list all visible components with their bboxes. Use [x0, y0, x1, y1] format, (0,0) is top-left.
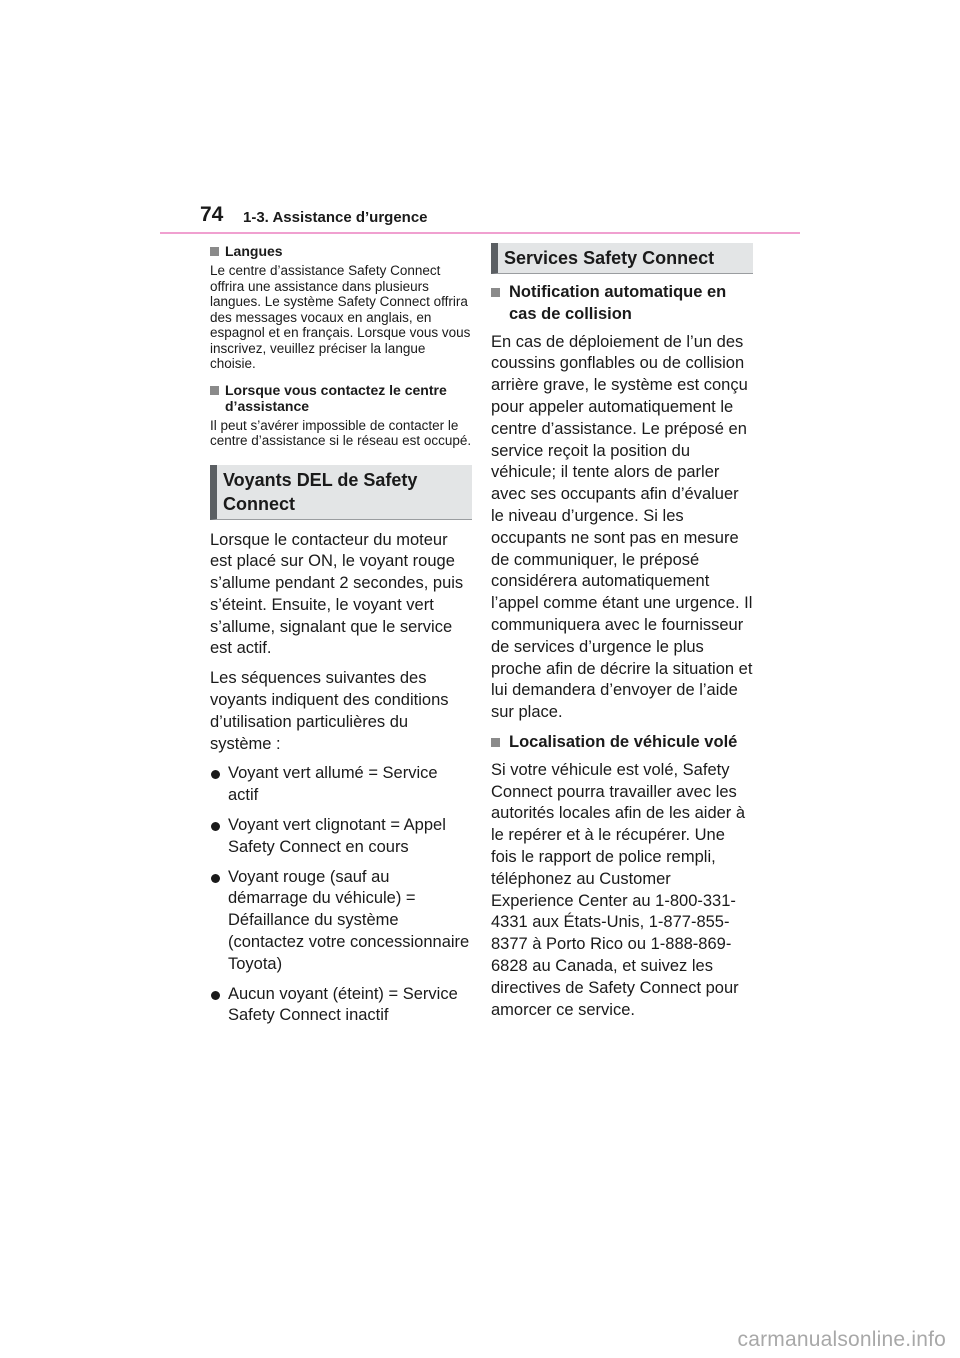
vol-heading: Localisation de véhicule volé: [491, 732, 753, 754]
langues-text: Le centre d’assistance Safety Connect offrira une assistance dans plusieurs langues. Le système Safety Connect offrira des messages vocaux en anglais, en espagnol et en français. Lorsque vous vous inscrivez, veuillez préciser la langue choisie.: [210, 263, 471, 371]
list-item: Aucun voyant (éteint) = Service Safety Connect inactif: [210, 984, 472, 1028]
bullet-dot-icon: [211, 874, 220, 883]
bullet-dot-icon: [211, 991, 220, 1000]
vol-text: Si votre véhicule est volé, Safety Connect pourra travailler avec les autorités locales afin de les aider à le repérer et à le récupérer. Une fois le rapport de police rempli, téléphonez au Customer Experience Center au 1-800-331-4331 aux États-Unis, 1-877-855-8377 à Porto Rico ou 1-888-869-6828 au Canada, et suivez les directives de Safety Connect pour amorcer ce service.: [491, 760, 746, 1019]
section-title: 1-3. Assistance d’urgence: [243, 209, 428, 226]
square-bullet-icon: [491, 738, 500, 747]
list-item: Voyant vert allumé = Service actif: [210, 763, 472, 807]
list-item: Voyant vert clignotant = Appel Safety Connect en cours: [210, 815, 472, 859]
langues-heading: Langues: [210, 243, 472, 259]
voyants-list: [210, 763, 472, 1027]
voyants-band-title-line1: Voyants DEL de Safety: [223, 469, 418, 490]
watermark: carmanualsonline.info: [737, 1328, 946, 1351]
collision-text: En cas de déploiement de l’un des coussins gonflables ou de collision arrière grave, le système est conçu pour appeler automatiquement le centre d’assistance. Le préposé en service reçoit la position du véhicule; il tente alors de parler avec ses occupants afin d’évaluer le niveau d’urgence. Si les occupants ne sont pas en mesure de communiquer, le préposé considérera automatiquement l’appel comme étant une urgence. Il communiquera avec le fournisseur de services d’urgence le plus proche afin de décrire la situation et lui demandera d’envoyer de l’aide sur place.: [491, 332, 753, 722]
services-band-title: Services Safety Connect: [504, 248, 715, 268]
square-bullet-icon: [210, 247, 219, 256]
voyants-para1: Lorsque le contacteur du moteur est placé sur ON, le voyant rouge s’allume pendant 2 secondes, puis s’éteint. Ensuite, le voyant vert s’allume, signalant que le service est actif.: [210, 530, 464, 658]
page-number: 74: [200, 203, 224, 226]
contact-heading: Lorsque vous contactez le centre d’assistance: [210, 382, 472, 414]
header-rule: [160, 232, 800, 234]
list-item: Voyant rouge (sauf au démarrage du véhicule) = Défaillance du système (contactez votre concessionnaire Toyota): [210, 867, 472, 976]
services-band: [491, 243, 753, 274]
langues-section: [210, 243, 472, 372]
square-bullet-icon: [491, 288, 500, 297]
square-bullet-icon: [210, 386, 219, 395]
contact-section: [210, 382, 472, 449]
voyants-band: [210, 465, 472, 520]
page-header: [200, 202, 800, 236]
bullet-dot-icon: [211, 770, 220, 779]
voyants-band-title-line2: Connect: [223, 493, 295, 514]
voyants-body: [210, 530, 472, 1028]
collision-heading: Notification automatique en cas de collision: [491, 282, 753, 326]
left-column: [210, 243, 472, 1035]
voyants-para2: Les séquences suivantes des voyants indiquent des conditions d’utilisation particulières du système :: [210, 669, 449, 753]
contact-text: Il peut s’avérer impossible de contacter le centre d’assistance si le réseau est occupé.: [210, 417, 472, 448]
services-body: [491, 282, 753, 1021]
bullet-dot-icon: [211, 822, 220, 831]
right-column: [491, 243, 753, 1029]
